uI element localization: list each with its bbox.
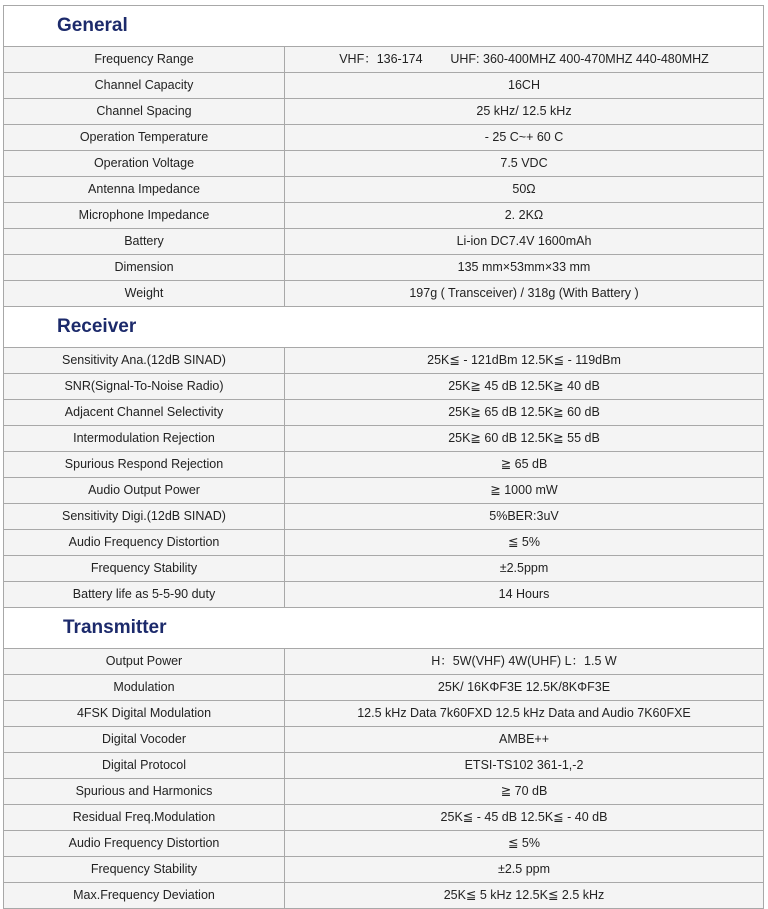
spec-row [4, 478, 763, 504]
spec-row [4, 727, 763, 753]
spec-value: 2. 2KΩ [504, 208, 544, 222]
spec-sheet [3, 5, 764, 909]
spec-row [4, 805, 763, 831]
spec-row [4, 229, 763, 255]
spec-value: ≧ 65 dB [500, 457, 548, 471]
spec-row [4, 99, 763, 125]
section-header-receiver [4, 307, 763, 348]
spec-row [4, 556, 763, 582]
spec-label: Antenna Impedance [4, 177, 285, 202]
spec-value: 25 kHz/ 12.5 kHz [476, 104, 572, 118]
spec-row [4, 281, 763, 307]
spec-label: SNR(Signal-To-Noise Radio) [4, 374, 285, 399]
spec-value: 50Ω [512, 182, 536, 196]
spec-value: 25K≦ 5 kHz 12.5K≦ 2.5 kHz [443, 888, 605, 902]
spec-row [4, 73, 763, 99]
spec-value: 25K≦ - 121dBm 12.5K≦ - 119dBm [427, 353, 621, 367]
spec-label: Channel Capacity [4, 73, 285, 98]
spec-value: 135 mm×53mm×33 mm [457, 260, 591, 274]
spec-value: 14 Hours [498, 587, 550, 601]
spec-value: 25K≦ - 45 dB 12.5K≦ - 40 dB [440, 810, 608, 824]
section-title: Transmitter [63, 617, 167, 638]
spec-row [4, 47, 763, 73]
spec-label: Battery [4, 229, 285, 254]
spec-value: ≦ 5% [507, 535, 540, 549]
spec-row [4, 779, 763, 805]
spec-label: Adjacent Channel Selectivity [4, 400, 285, 425]
spec-row [4, 753, 763, 779]
spec-row [4, 701, 763, 727]
spec-row [4, 452, 763, 478]
spec-row [4, 203, 763, 229]
spec-row [4, 255, 763, 281]
spec-value: ≧ 70 dB [500, 784, 548, 798]
spec-value: VHF：136-174 UHF: 360-400MHZ 400-470MHZ 440-480MHZ [339, 52, 709, 66]
spec-value: - 25 C~+ 60 C [484, 130, 564, 144]
spec-row [4, 177, 763, 203]
spec-label: Digital Protocol [4, 753, 285, 778]
spec-row [4, 348, 763, 374]
spec-row [4, 831, 763, 857]
spec-value: 25K≧ 65 dB 12.5K≧ 60 dB [448, 405, 600, 419]
spec-label: Spurious and Harmonics [4, 779, 285, 804]
spec-row [4, 125, 763, 151]
section-title: Receiver [57, 316, 137, 337]
spec-value: AMBE++ [498, 732, 550, 746]
spec-row [4, 530, 763, 556]
spec-row [4, 582, 763, 608]
spec-label: 4FSK Digital Modulation [4, 701, 285, 726]
spec-label: Dimension [4, 255, 285, 280]
spec-row [4, 374, 763, 400]
spec-label: Channel Spacing [4, 99, 285, 124]
spec-label: Audio Frequency Distortion [4, 530, 285, 555]
spec-label: Battery life as 5-5-90 duty [4, 582, 285, 607]
spec-value: 5%BER:3uV [489, 509, 559, 523]
spec-label: Audio Output Power [4, 478, 285, 503]
spec-value: 25K/ 16KΦF3E 12.5K/8KΦF3E [437, 680, 611, 694]
spec-row [4, 504, 763, 530]
spec-label: Modulation [4, 675, 285, 700]
spec-row [4, 857, 763, 883]
section-title: General [57, 15, 128, 36]
spec-row [4, 426, 763, 452]
spec-label: Spurious Respond Rejection [4, 452, 285, 477]
spec-row [4, 649, 763, 675]
spec-label: Operation Voltage [4, 151, 285, 176]
spec-label: Weight [4, 281, 285, 306]
section-header-transmitter [4, 608, 763, 649]
spec-value: ≧ 1000 mW [490, 483, 558, 497]
spec-value: 25K≧ 60 dB 12.5K≧ 55 dB [448, 431, 600, 445]
spec-label: Operation Temperature [4, 125, 285, 150]
spec-label: Sensitivity Ana.(12dB SINAD) [4, 348, 285, 373]
spec-label: Frequency Stability [4, 857, 285, 882]
spec-value: ≦ 5% [507, 836, 540, 850]
spec-value: ±2.5ppm [499, 561, 549, 575]
spec-value: H：5W(VHF) 4W(UHF) L：1.5 W [431, 654, 617, 668]
spec-row [4, 675, 763, 701]
spec-value: 16CH [508, 78, 540, 92]
spec-value: 25K≧ 45 dB 12.5K≧ 40 dB [448, 379, 600, 393]
spec-row [4, 400, 763, 426]
spec-value: ±2.5 ppm [497, 862, 551, 876]
spec-value: 12.5 kHz Data 7k60FXD 12.5 kHz Data and Audio 7K60FXE [357, 706, 691, 720]
spec-label: Output Power [4, 649, 285, 674]
spec-label: Sensitivity Digi.(12dB SINAD) [4, 504, 285, 529]
section-header-general [4, 6, 763, 47]
spec-value: 7.5 VDC [500, 156, 548, 170]
spec-label: Residual Freq.Modulation [4, 805, 285, 830]
spec-label: Microphone Impedance [4, 203, 285, 228]
spec-label: Audio Frequency Distortion [4, 831, 285, 856]
spec-label: Frequency Stability [4, 556, 285, 581]
spec-value: Li-ion DC7.4V 1600mAh [456, 234, 592, 248]
spec-label: Digital Vocoder [4, 727, 285, 752]
spec-row [4, 883, 763, 909]
spec-label: Frequency Range [4, 47, 285, 72]
spec-label: Intermodulation Rejection [4, 426, 285, 451]
spec-label: Max.Frequency Deviation [4, 883, 285, 908]
spec-value: ETSI-TS102 361-1,-2 [464, 758, 584, 772]
spec-value: 197g ( Transceiver) / 318g (With Battery ) [409, 286, 639, 300]
spec-row [4, 151, 763, 177]
